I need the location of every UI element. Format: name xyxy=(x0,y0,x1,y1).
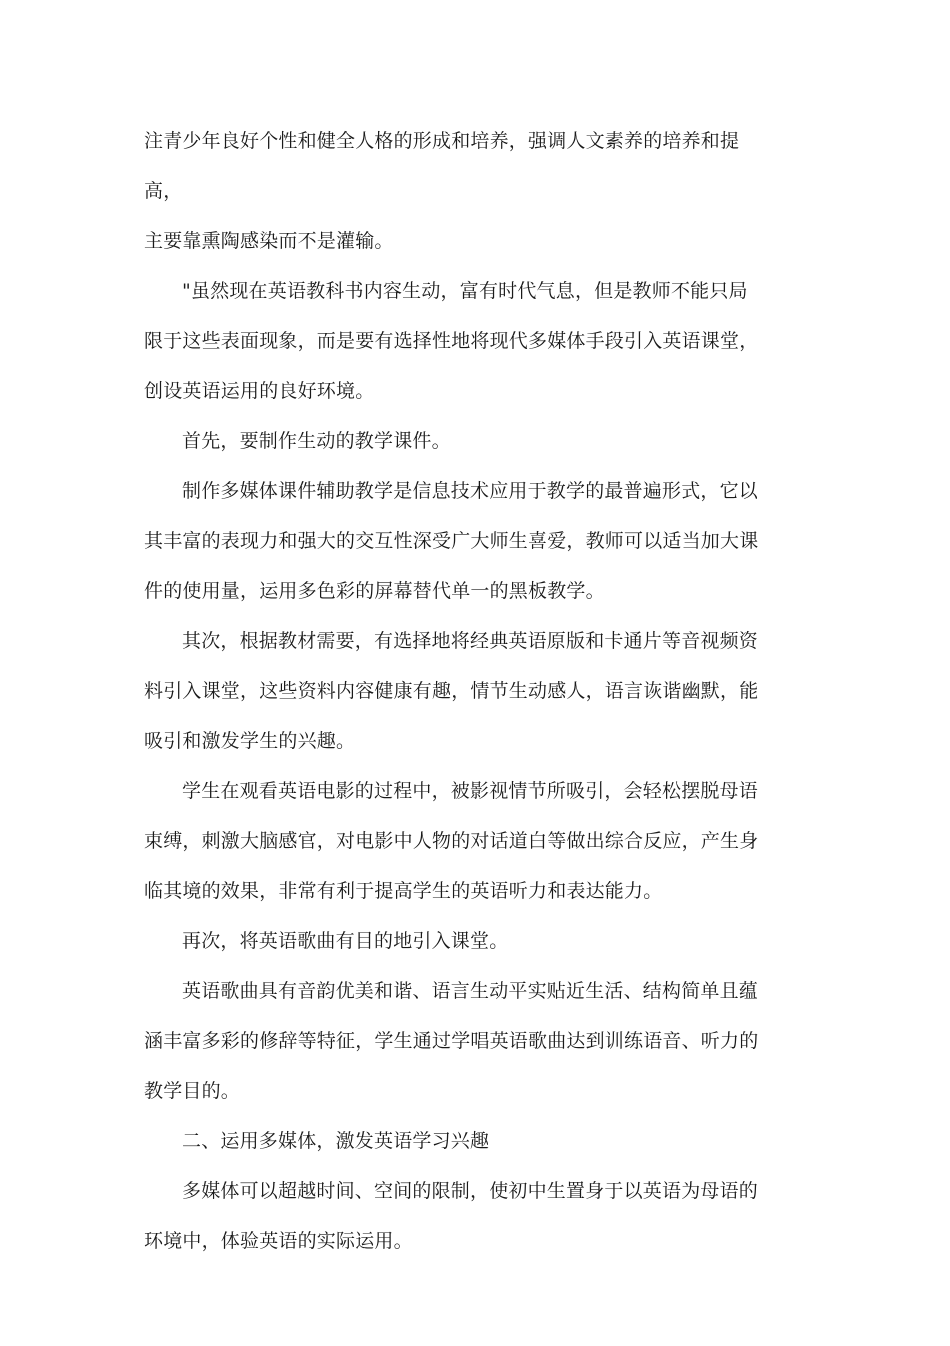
paragraph-7: 再次，将英语歌曲有目的地引入课堂。 xyxy=(182,930,509,952)
paragraph-10: 多媒体可以超越时间、空间的限制，使初中生置身于以英语为母语的 环境中，体验英语的实际运用。 xyxy=(144,1180,759,1252)
paragraph-5: 其次，根据教材需要，有选择地将经典英语原版和卡通片等音视频资 料引入课堂，这些资料内容健康有趣，情节生动感人，语言诙谐幽默，能 吸引和激发学生的兴趣。 xyxy=(144,630,759,752)
paragraph-3: 首先，要制作生动的教学课件。 xyxy=(182,430,451,452)
paragraph-1: 注青少年良好个性和健全人格的形成和培养，强调人文素养的培养和提高， 主要靠熏陶感染而不是灌输。 xyxy=(144,130,740,252)
document-body xyxy=(144,116,760,1266)
paragraph-4: 制作多媒体课件辅助教学是信息技术应用于教学的最普遍形式，它以 其丰富的表现力和强大的交互性深受广大师生喜爱，教师可以适当加大课 件的使用量，运用多色彩的屏幕替代单一的黑板教学。 xyxy=(144,480,759,602)
paragraph-8: 英语歌曲具有音韵优美和谐、语言生动平实贴近生活、结构简单且蕴 涵丰富多彩的修辞等特征，学生通过学唱英语歌曲达到训练语音、听力的 教学目的。 xyxy=(144,980,759,1102)
section-heading: 二、运用多媒体，激发英语学习兴趣 xyxy=(182,1130,490,1152)
paragraph-6: 学生在观看英语电影的过程中，被影视情节所吸引，会轻松摆脱母语 束缚，刺激大脑感官，对电影中人物的对话道白等做出综合反应，产生身 临其境的效果，非常有利于提高学生的英语听力和表达能力。 xyxy=(144,780,759,902)
paragraph-2: "虽然现在英语教科书内容生动，富有时代气息，但是教师不能只局 限于这些表面现象，而是要有选择性地将现代多媒体手段引入英语课堂， 创设英语运用的良好环境。 xyxy=(144,280,759,402)
